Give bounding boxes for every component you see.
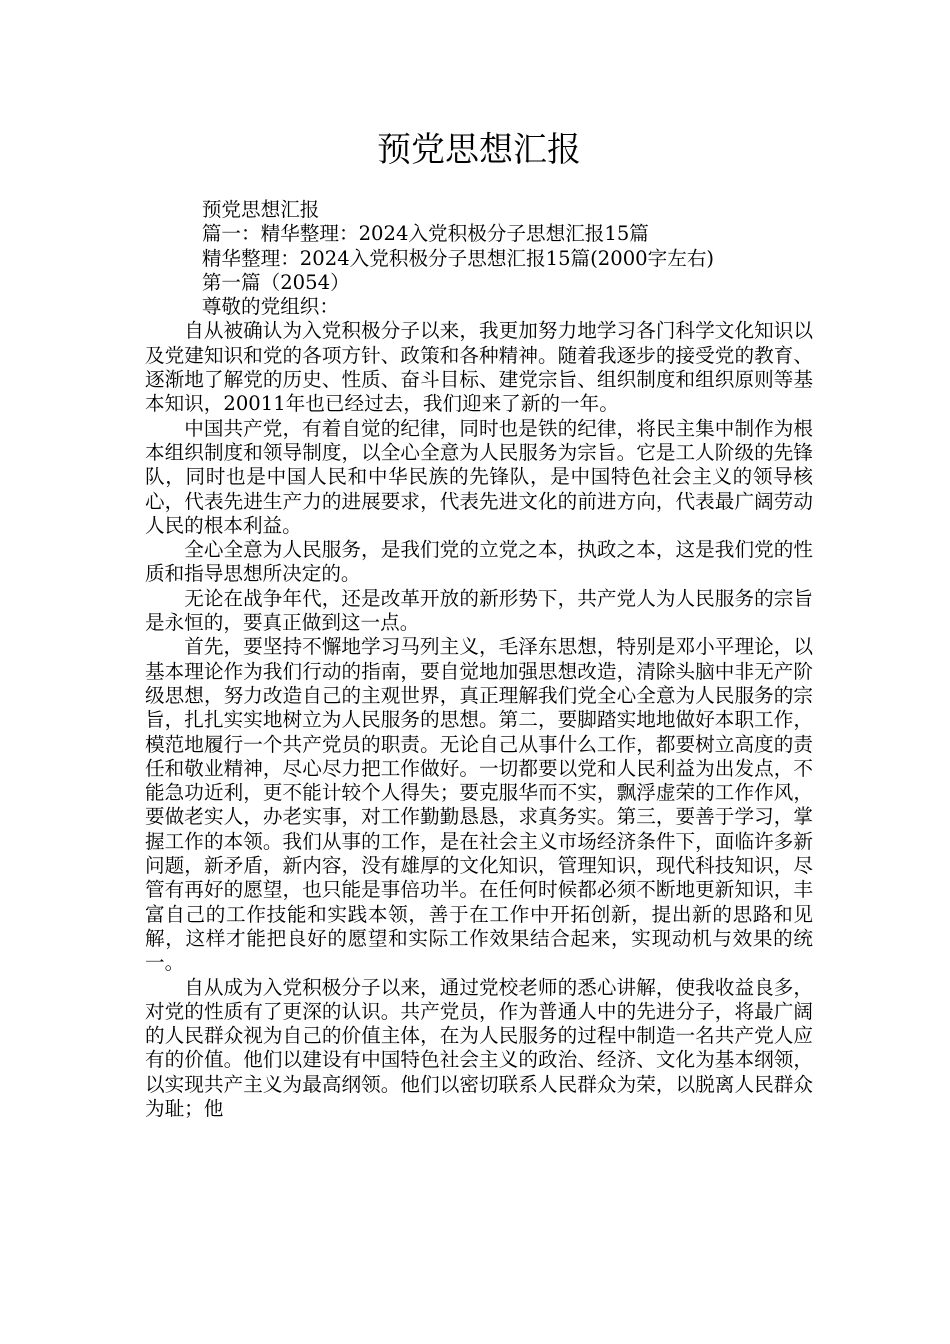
document-body [145,198,813,1121]
paragraph: 自从成为入党积极分子以来，通过党校老师的悉心讲解，使我收益良多，对党的性质有了更深的认识。共产党员，作为普通人中的先进分子，将最广阔的人民群众视为自己的价值主体，在为人民服务的过程中制造一名共产党人应有的价值。他们以建设有中国特色社会主义的政治、经济、文化为基本纲领，以实现共产主义为最高纲领。他们以密切联系人民群众为荣，以脱离人民群众为耻；他 [145,975,813,1120]
paragraph: 全心全意为人民服务，是我们党的立党之本，执政之本，这是我们党的性质和指导思想所决定的。 [145,538,813,586]
paragraph: 自从被确认为入党积极分子以来，我更加努力地学习各门科学文化知识以及党建知识和党的各项方针、政策和各种精神。随着我逐步的接受党的教育、逐渐地了解党的历史、性质、奋斗目标、建党宗旨、组织制度和组织原则等基本知识，20011年也已经过去，我们迎来了新的一年。 [145,319,813,416]
document-title: 预党思想汇报 [377,130,581,170]
paragraph: 无论在战争年代，还是改革开放的新形势下，共产党人为人民服务的宗旨是永恒的，要真正做到这一点。 [145,586,813,635]
header-line: 篇一：精华整理：2024入党积极分子思想汇报15篇 [201,222,649,246]
salutation: 尊敬的党组织： [201,295,339,319]
header-line: 精华整理：2024入党积极分子思想汇报15篇(2000字左右) [201,246,715,270]
header-line: 第一篇（2054） [201,270,350,294]
paragraph: 首先，要坚持不懈地学习马列主义，毛泽东思想，特别是邓小平理论，以基本理论作为我们行动的指南，要自觉地加强思想改造，清除头脑中非无产阶级思想，努力改造自己的主观世界，真正理解我们党全心全意为人民服务的宗旨，扎扎实实地树立为人民服务的思想。第二，要脚踏实地地做好本职工作，模范地履行一个共产党员的职责。无论自己从事什么工作，都要树立高度的责任和敬业精神，尽心尽力把工作做好。一切都要以党和人民利益为出发点，不能急功近利，更不能计较个人得失；要克服华而不实，飘浮虚荣的工作作风，要做老实人，办老实事，对工作勤勤恳恳，求真务实。第三，要善于学习，掌握工作的本领。我们从事的工作，是在社会主义市场经济条件下，面临许多新问题，新矛盾，新内容，没有雄厚的文化知识，管理知识，现代科技知识，尽管有再好的愿望，也只能是事倍功半。在任何时候都必须不断地更新知识，丰富自己的工作技能和实践本领，善于在工作中开拓创新，提出新的思路和见解，这样才能把良好的愿望和实际工作效果结合起来，实现动机与效果的统一。 [145,635,813,975]
header-line: 预党思想汇报 [201,198,320,221]
paragraph: 中国共产党，有着自觉的纪律，同时也是铁的纪律，将民主集中制作为根本组织制度和领导制度，以全心全意为人民服务为宗旨。它是工人阶级的先锋队，同时也是中国人民和中华民族的先锋队，是中国特色社会主义的领导核心，代表先进生产力的进展要求，代表先进文化的前进方向，代表最广阔劳动人民的根本利益。 [145,416,813,537]
